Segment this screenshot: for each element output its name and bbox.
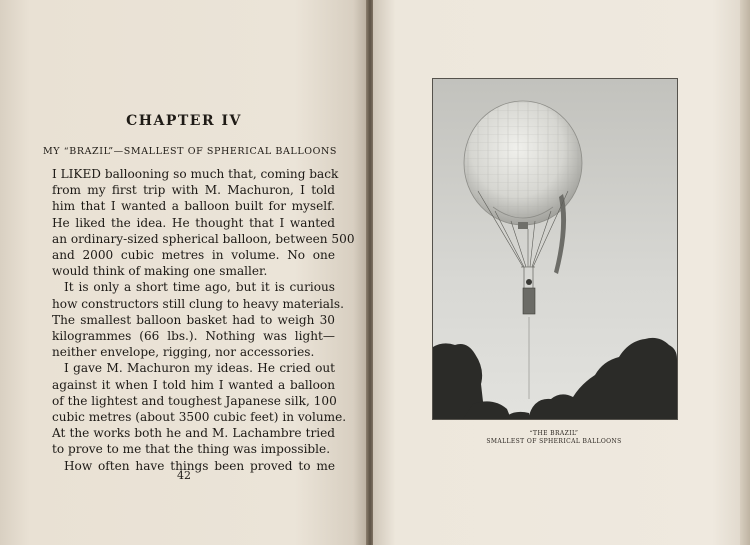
text-line: I LIKED ballooning so much that, coming back: [52, 167, 339, 181]
plate-caption-subtitle: SMALLEST OF SPHERICAL BALLOONS: [486, 438, 622, 445]
text-line: him that I wanted a balloon built for myself.: [52, 199, 335, 214]
text-line: kilogrammes (66 lbs.). Nothing was light—: [52, 329, 335, 344]
chapter-title: CHAPTER IV: [126, 113, 242, 129]
text-line: an ordinary-sized spherical balloon, between 500: [52, 231, 355, 246]
plate-caption-title: “THE BRAZIL”: [529, 430, 579, 437]
text-line: neither envelope, rigging, nor accessories.: [52, 345, 315, 360]
text-line: The smallest balloon basket had to weigh 30: [52, 312, 335, 327]
page-edge: [740, 0, 750, 545]
text-line: from my first trip with M. Machuron, I told: [52, 183, 335, 198]
text-line: cubic metres (about 3500 cubic feet) in volume.: [52, 410, 347, 425]
balloon-photo-plate: [432, 78, 678, 420]
text-line: how constructors still clung to heavy materials.: [52, 296, 344, 311]
text-line: of the lightest and toughest Japanese silk, 100: [52, 393, 337, 408]
text-line: At the works both he and M. Lachambre tried: [52, 426, 335, 441]
text-line: He liked the idea. He thought that I wanted: [52, 215, 335, 230]
text-line: I gave M. Machuron my ideas. He cried out: [64, 361, 335, 376]
left-page: [0, 0, 369, 545]
text-line: How often have things been proved to me: [64, 458, 335, 473]
balloon-photograph: [433, 79, 677, 419]
text-line: to prove to me that the thing was impossible.: [52, 442, 331, 457]
chapter-subtitle: MY “BRAZIL”—SMALLEST OF SPHERICAL BALLOONS: [42, 146, 338, 157]
text-line: against it when I told him I wanted a balloon: [52, 377, 335, 392]
body-text: [52, 166, 355, 474]
text-line: would think of making one smaller.: [52, 264, 268, 279]
page-number: 42: [177, 469, 191, 482]
text-line: It is only a short time ago, but it is curious: [64, 280, 335, 295]
text-line: and 2000 cubic metres in volume. No one: [52, 248, 335, 263]
